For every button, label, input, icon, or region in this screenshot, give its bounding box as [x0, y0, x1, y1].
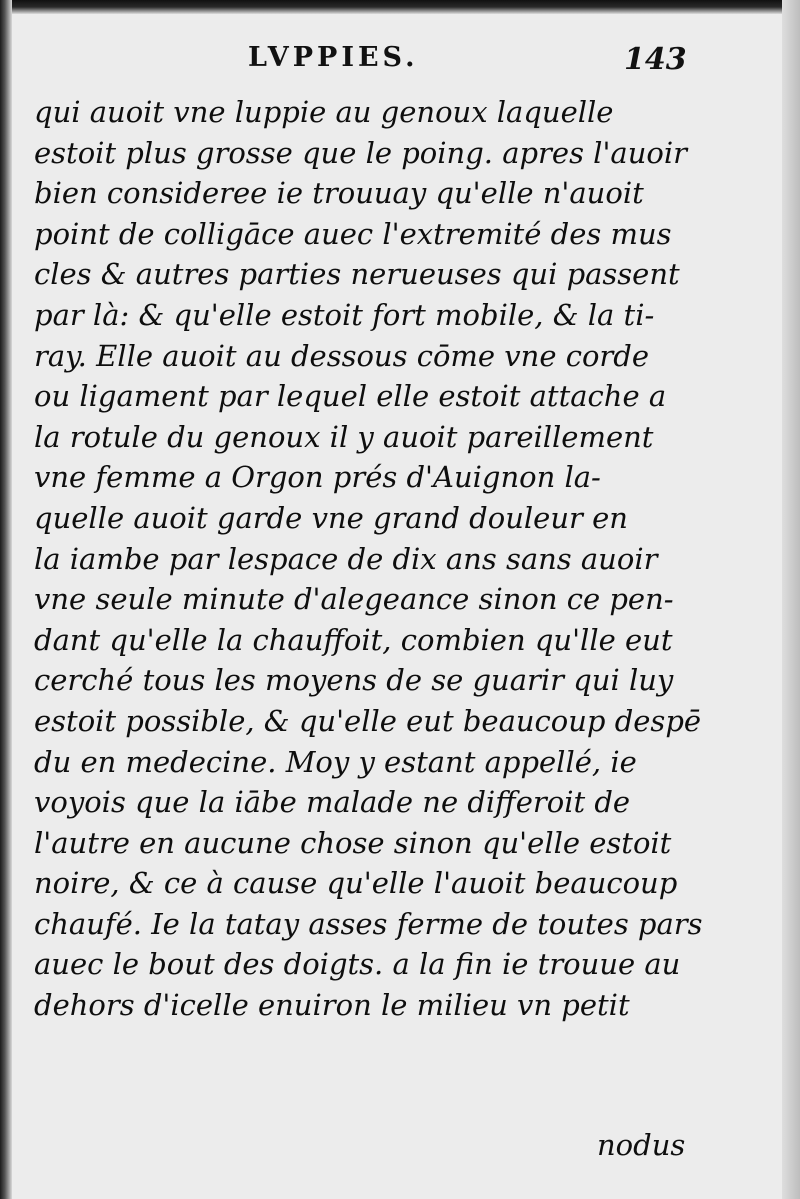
text-line: noire, & ce à cause qu'elle l'auoit beaucoup [34, 866, 678, 901]
text-line: auec le bout des doigts. a la fin ie trouue au [34, 947, 681, 982]
text-line: estoit possible, & qu'elle eut beaucoup despē [34, 703, 702, 738]
text-line: dehors d'icelle enuiron le milieu vn petit [34, 988, 630, 1023]
text-line: cles & autres parties nerueuses qui passent [34, 257, 680, 292]
text-line: ou ligament par lequel elle estoit attache a [34, 379, 667, 414]
text-line: la rotule du genoux il y auoit pareillement [34, 419, 654, 454]
text-line: voyois que la iābe malade ne differoit de [34, 785, 631, 820]
text-line: l'autre en aucune chose sinon qu'elle estoit [34, 825, 672, 860]
running-head: LVPPIES. [248, 42, 419, 73]
text-line: dant qu'elle la chauffoit, combien qu'lle eut [34, 622, 673, 657]
scan-edge-top [0, 0, 800, 14]
text-line: qui auoit vne luppie au genoux laquelle [34, 95, 614, 129]
text-line: chaufé. Ie la tatay asses ferme de toutes pars [34, 906, 703, 941]
catchword: nodus [597, 1128, 686, 1162]
page-number: 143 [624, 42, 687, 77]
scan-edge-right [782, 0, 800, 1199]
scan-edge-left [0, 0, 12, 1199]
text-line: point de colligāce auec l'extremité des mus [34, 216, 672, 251]
text-line: quelle auoit garde vne grand douleur en [34, 500, 628, 535]
page-header [0, 38, 800, 88]
text-line: vne femme a Orgon prés d'Auignon la- [34, 460, 601, 495]
text-line: du en medecine. Moy y estant appellé, ie [34, 744, 637, 779]
text-line: vne seule minute d'alegeance sinon ce pen- [34, 582, 674, 617]
text-line: ray. Elle auoit au dessous cōme vne corde [34, 338, 650, 373]
text-line: estoit plus grosse que le poing. apres l'auoir [34, 135, 687, 170]
text-line: bien consideree ie trouuay qu'elle n'auoit [34, 176, 644, 211]
text-line: par là: & qu'elle estoit fort mobile, & la ti- [34, 297, 655, 332]
text-line: la iambe par lespace de dix ans sans auoir [34, 541, 658, 576]
body-text [34, 92, 703, 1026]
text-line: cerché tous les moyens de se guarir qui luy [34, 663, 674, 698]
